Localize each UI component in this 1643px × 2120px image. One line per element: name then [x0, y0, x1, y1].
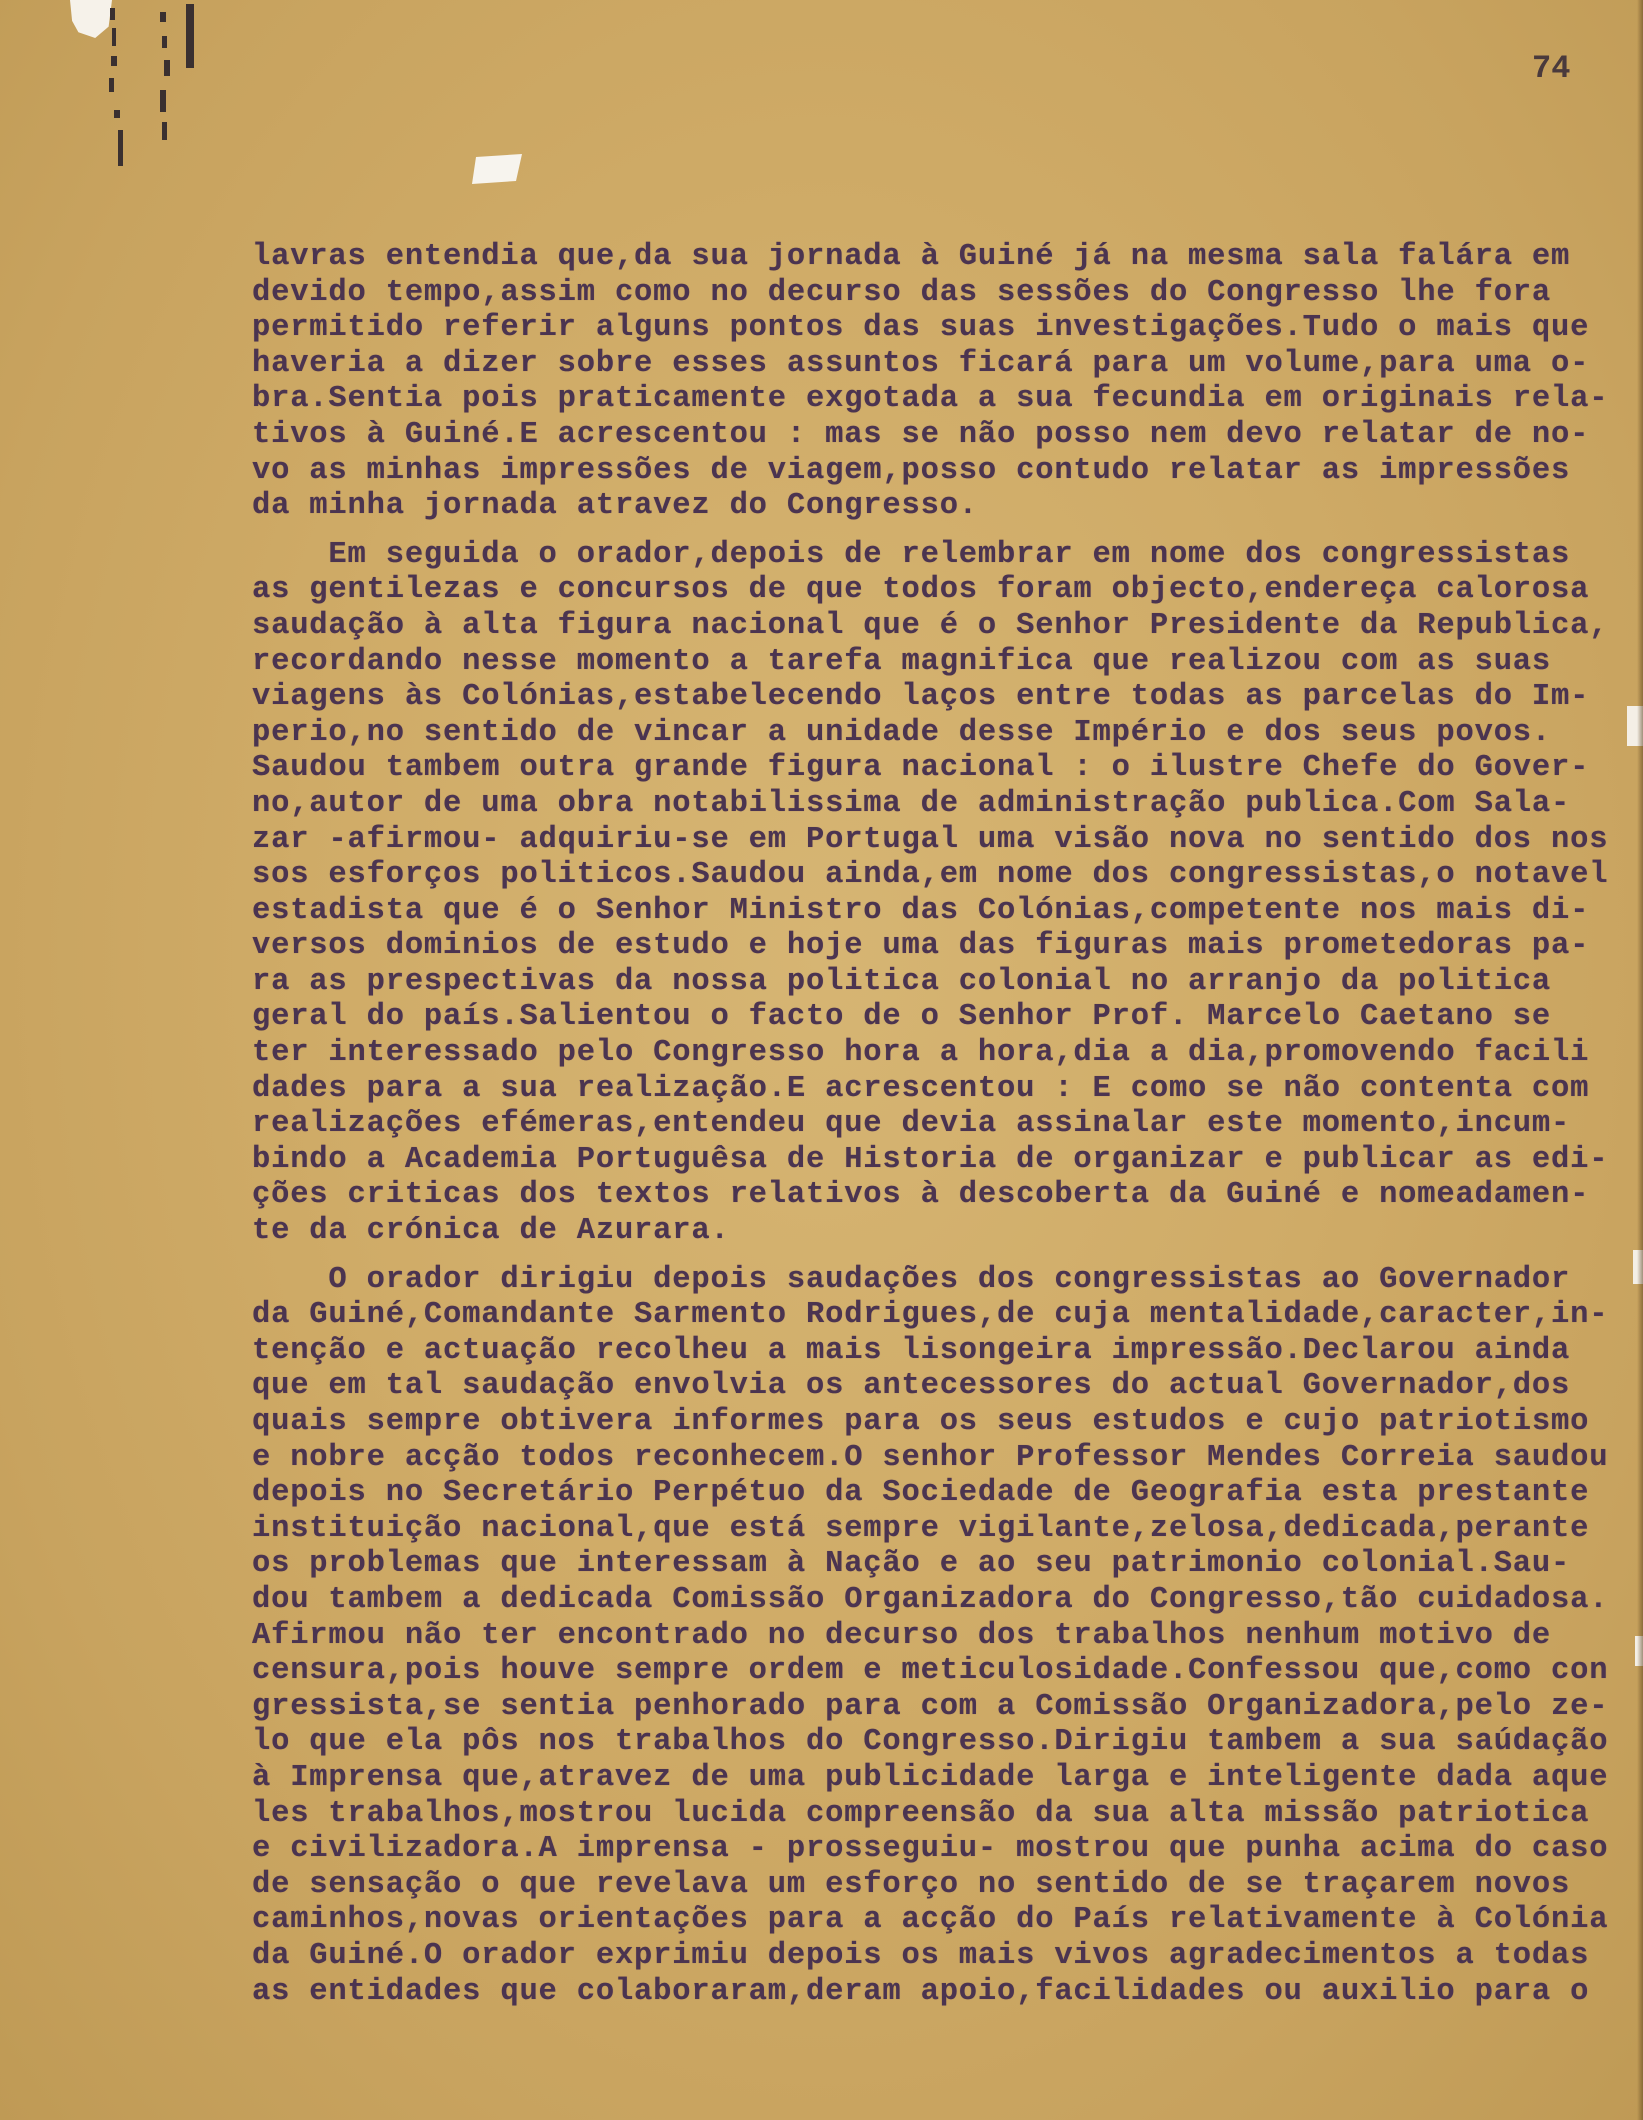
text-line: Em seguida o orador,depois de relembrar em nome dos congressistas: [252, 537, 1571, 572]
text-line: bra.Sentia pois praticamente exgotada a sua fecundia em originais rela-: [252, 382, 1609, 417]
binding-holes: [100, 0, 220, 180]
text-line: te da crónica de Azurara.: [252, 1214, 730, 1249]
text-line: viagens às Colónias,estabelecendo laços entre todas as parcelas do Im-: [252, 680, 1590, 715]
text-line: recordando nesse momento a tarefa magnifica que realizou com as suas: [252, 644, 1552, 679]
text-line: lavras entendia que,da sua jornada à Guiné já na mesma sala falára em: [252, 240, 1571, 274]
text-line: à Imprensa que,atravez de uma publicidade larga e inteligente dada aque: [252, 1760, 1609, 1795]
text-line: saudação à alta figura nacional que é o Senhor Presidente da Republica,: [252, 608, 1609, 643]
text-line: e civilizadora.A imprensa - prosseguiu- mostrou que punha acima do caso: [252, 1832, 1609, 1867]
text-line: da Guiné,Comandante Sarmento Rodrigues,de cuja mentalidade,caracter,in-: [252, 1298, 1609, 1333]
text-line: permitido referir alguns pontos das suas investigações.Tudo o mais que: [252, 311, 1590, 346]
text-line: os problemas que interessam à Nação e ao seu patrimonio colonial.Sau-: [252, 1547, 1571, 1582]
text-line: sos esforços politicos.Saudou ainda,em nome dos congressistas,o notavel: [252, 858, 1609, 893]
text-line: Afirmou não ter encontrado no decurso dos trabalhos nenhum motivo de: [252, 1618, 1552, 1653]
text-line: ra as prespectivas da nossa politica colonial no arranjo da politica: [252, 964, 1552, 999]
text-line: ter interessado pelo Congresso hora a hora,dia a dia,promovendo facili: [252, 1036, 1590, 1071]
paper-damage-mark: [472, 154, 522, 184]
text-line: da minha jornada atravez do Congresso.: [252, 489, 978, 524]
text-line: geral do país.Salientou o facto de o Senhor Prof. Marcelo Caetano se: [252, 1000, 1552, 1035]
page-number: 74: [1532, 50, 1571, 87]
text-line: perio,no sentido de vincar a unidade desse Império e dos seus povos.: [252, 715, 1552, 750]
text-line: dou tambem a dedicada Comissão Organizadora do Congresso,tão cuidadosa.: [252, 1582, 1609, 1617]
text-line: de sensação o que revelava um esforço no sentido de se traçarem novos: [252, 1867, 1571, 1902]
text-line: quais sempre obtivera informes para os seus estudos e cujo patriotismo: [252, 1405, 1590, 1439]
text-line: que em tal saudação envolvia os antecessores do actual Governador,dos: [252, 1369, 1571, 1404]
text-line: vo as minhas impressões de viagem,posso contudo relatar as impressões: [252, 453, 1571, 488]
text-line: les trabalhos,mostrou lucida compreensão da sua alta missão patriotica: [252, 1796, 1590, 1831]
text-line: zar -afirmou- adquiriu-se em Portugal uma visão nova no sentido dos nos: [252, 822, 1609, 857]
text-line: as entidades que colaboraram,deram apoio,facilidades ou auxilio para o: [252, 1974, 1590, 2009]
text-line: tivos à Guiné.E acrescentou : mas se não posso nem devo relatar de no-: [252, 417, 1590, 452]
text-line: devido tempo,assim como no decurso das sessões do Congresso lhe fora: [252, 275, 1552, 310]
text-line: lo que ela pôs nos trabalhos do Congresso.Dirigiu tambem a sua saúdação: [252, 1725, 1609, 1760]
paragraph-3: [252, 1263, 1642, 2010]
text-line: O orador dirigiu depois saudações dos congressistas ao Governador: [252, 1262, 1571, 1297]
paragraph-1: [252, 240, 1642, 525]
text-line: tenção e actuação recolheu a mais lisongeira impressão.Declarou ainda: [252, 1333, 1571, 1368]
text-line: e nobre acção todos reconhecem.O senhor Professor Mendes Correia saudou: [252, 1440, 1609, 1475]
text-line: censura,pois houve sempre ordem e meticulosidade.Confessou que,como con: [252, 1654, 1609, 1689]
text-line: Saudou tambem outra grande figura nacional : o ilustre Chefe do Gover-: [252, 751, 1590, 786]
typewritten-body: [252, 240, 1642, 2023]
text-line: versos dominios de estudo e hoje uma das figuras mais prometedoras pa-: [252, 929, 1590, 964]
text-line: instituição nacional,que está sempre vigilante,zelosa,dedicada,perante: [252, 1511, 1590, 1546]
text-line: no,autor de uma obra notabilissima de administração publica.Com Sala-: [252, 786, 1571, 821]
paragraph-2: [252, 538, 1642, 1250]
text-line: depois no Secretário Perpétuo da Sociedade de Geografia esta prestante: [252, 1476, 1590, 1511]
text-line: da Guiné.O orador exprimiu depois os mais vivos agradecimentos a todas: [252, 1938, 1590, 1973]
text-line: gressista,se sentia penhorado para com a Comissão Organizadora,pelo ze-: [252, 1689, 1609, 1724]
text-line: caminhos,novas orientações para a acção do País relativamente à Colónia: [252, 1903, 1609, 1938]
text-line: dades para a sua realização.E acrescentou : E como se não contenta com: [252, 1071, 1590, 1106]
text-line: realizações efémeras,entendeu que devia assinalar este momento,incum-: [252, 1107, 1571, 1142]
text-line: estadista que é o Senhor Ministro das Colónias,competente nos mais di-: [252, 893, 1590, 928]
text-line: as gentilezas e concursos de que todos foram objecto,endereça calorosa: [252, 573, 1590, 608]
text-line: ções criticas dos textos relativos à descoberta da Guiné e nomeadamen-: [252, 1178, 1590, 1213]
text-line: haveria a dizer sobre esses assuntos ficará para um volume,para uma o-: [252, 346, 1590, 381]
text-line: bindo a Academia Portuguêsa de Historia de organizar e publicar as edi-: [252, 1142, 1609, 1177]
